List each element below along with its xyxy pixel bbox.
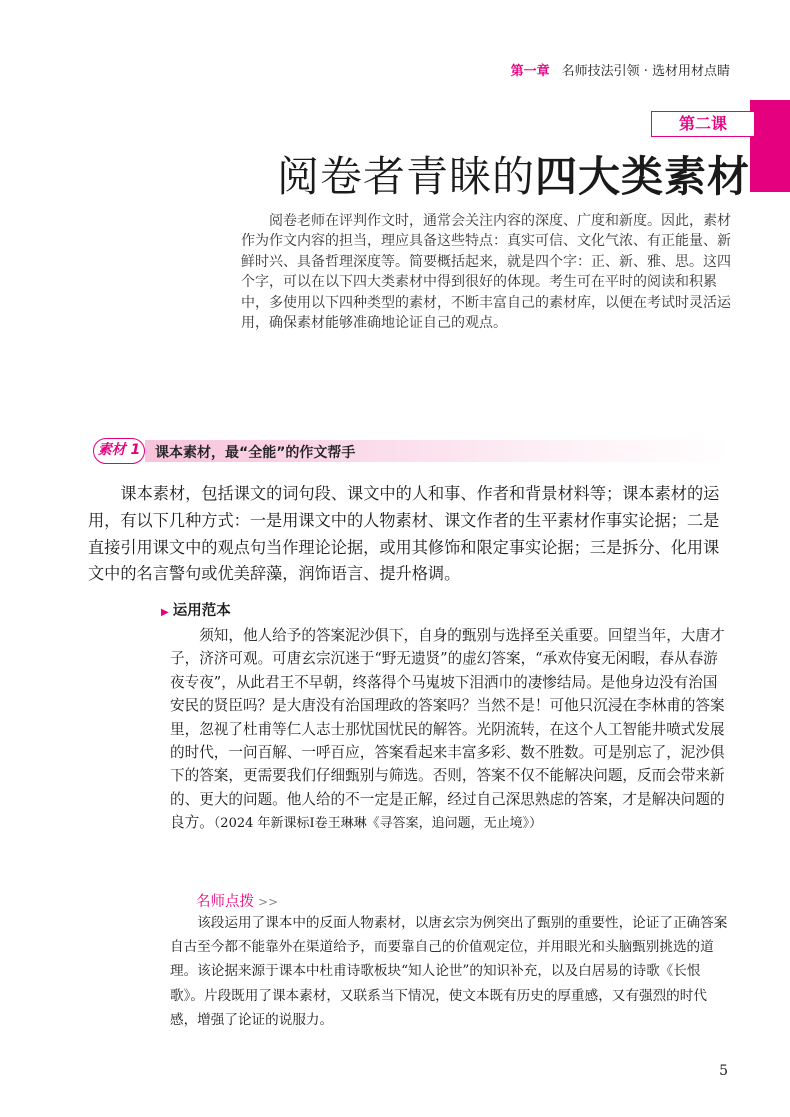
chapter-label: 第一章 bbox=[510, 64, 550, 79]
sample-paragraph bbox=[170, 624, 731, 836]
intro-paragraph bbox=[241, 211, 741, 333]
sample-heading-label: 运用范本 bbox=[172, 603, 231, 619]
material-1-heading bbox=[93, 438, 730, 464]
chapter-edge-tab bbox=[750, 100, 790, 192]
lesson-label: 第二课 bbox=[651, 111, 755, 137]
sample-source: （2024 年新课标Ⅰ卷王琳琳《寻答案，追问题，无止境》） bbox=[213, 816, 543, 832]
comment-paragraph: 该段运用了课本中的反面人物素材，以唐玄宗为例突出了甄别的重要性，论证了正确答案自古至今都不能靠外在渠道给予，而要靠自己的价值观定位，并用眼光和头脑甄别挑选的道理。该论据来源于课本中杜甫诗歌板块“知人论世”的知识补充，以及白居易的诗歌《长恨歌》。片段既用了课本素材，又联系当下情况，使文本既有历史的厚重感，又有强烈的时代感，增强了论证的说服力。 bbox=[170, 915, 728, 1028]
sample-passage bbox=[170, 624, 731, 836]
page-number: 5 bbox=[719, 1063, 728, 1079]
running-header bbox=[511, 60, 730, 79]
comment-passage bbox=[170, 911, 731, 1032]
comment-heading-label: 名师点拨 bbox=[196, 894, 254, 910]
section-label: 名师技法引领 · 选材用材点睛 bbox=[561, 64, 730, 79]
page-title bbox=[277, 144, 750, 204]
body-paragraph: 课本素材，包括课文的词句段、课文中的人和事、作者和背景材料等；课本素材的运用，有以下几种方式：一是用课文中的人物素材、课文作者的生平素材作事实论据；二是直接引用课文中的观点句当作理论论据，或用其修饰和限定事实论据；三是拆分、化用课文中的名言警句或优美辞藻，润饰语言、提升格调。 bbox=[88, 484, 720, 584]
material-1-body bbox=[88, 481, 731, 588]
sample-heading bbox=[161, 599, 231, 620]
material-title: 课本素材，最“全能”的作文帮手 bbox=[155, 445, 356, 461]
comment-heading bbox=[196, 890, 278, 911]
intro-text: 阅卷老师在评判作文时，通常会关注内容的深度、广度和新度。因此，素材作为作文内容的担当，理应具备这些特点：真实可信、文化气浓、有正能量、新鲜时兴、具备哲理深度等。简要概括起来，就是四个字：正、新、雅、思。这四个字，可以在以下四大类素材中得到很好的体现。考生可在平时的阅读和积累中，多使用以下四种类型的素材，不断丰富自己的素材库，以便在考试时灵活运用，确保素材能够准确地论证自己的观点。 bbox=[241, 213, 731, 332]
title-prefix: 阅卷者青睐的 bbox=[276, 152, 535, 201]
title-bold: 四大类素材 bbox=[534, 152, 750, 201]
material-badge: 素材 1 bbox=[93, 438, 145, 464]
double-chevron-icon: >> bbox=[258, 895, 279, 909]
triangle-bullet-icon: ▶ bbox=[161, 607, 169, 618]
sample-text: 须知，他人给予的答案泥沙俱下，自身的甄别与选择至关重要。回望当年，大唐才子，济济可观。可唐玄宗沉迷于“野无遗贤”的虚幻答案，“承欢侍宴无闲暇，春从春游夜专夜”，从此君王不早朝，终落得个马嵬坡下泪洒巾的凄惨结局。是他身边没有治国安民的贤臣吗？是大唐没有治国理政的答案吗？当然不是！可他只沉浸在李林甫的答案里，忽视了杜甫等仁人志士那忧国忧民的解答。光阴流转，在这个人工智能井喷式发展的时代，一问百解、一呼百应，答案看起来丰富多彩、数不胜数。可是别忘了，泥沙俱下的答案，更需要我们仔细甄别与筛选。否则，答案不仅不能解决问题，反而会带来新的、更大的问题。他人给的不一定是正解，经过自己深思熟虑的答案，才是解决问题的良方。 bbox=[170, 627, 725, 832]
